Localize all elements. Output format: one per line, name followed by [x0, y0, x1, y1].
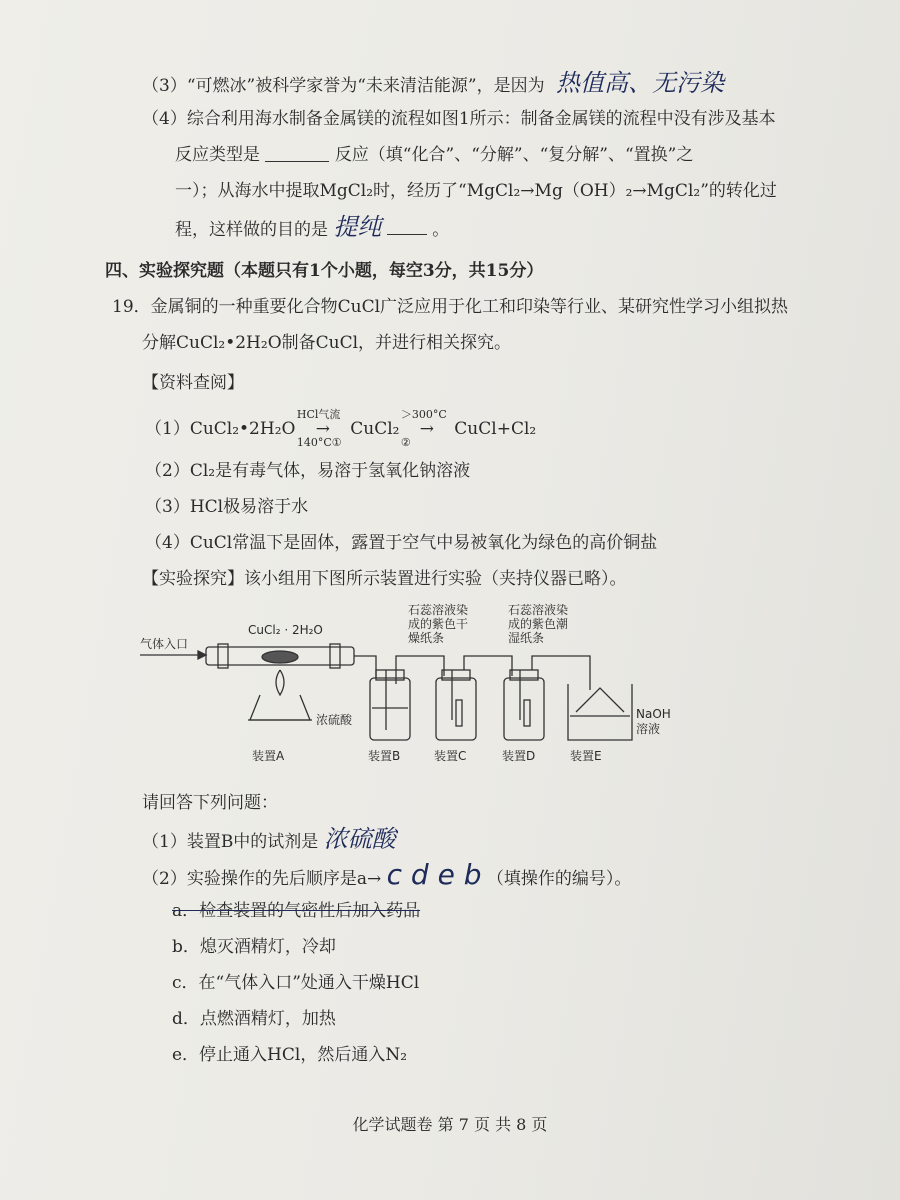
q4-line1: （4）综合利用海水制备金属镁的流程如图1所示：制备金属镁的流程中没有涉及基本: [142, 109, 776, 129]
q4-line3: 一）；从海水中提取MgCl₂时，经历了“MgCl₂→Mg（OH）₂→MgCl₂”的转化过: [175, 181, 777, 201]
r1-product: CuCl+Cl₂: [454, 419, 537, 439]
label-acid: 浓硫酸: [316, 713, 353, 727]
option-a: a．检查装置的气密性后加入药品: [172, 901, 421, 921]
q4-line4-end: 。: [432, 220, 450, 240]
q19-line1: 19．金属铜的一种重要化合物CuCl广泛应用于化工和印染等行业、某研究性学习小组拟热: [112, 297, 789, 317]
page-footer: 化学试题卷 第 7 页 共 8 页: [352, 1115, 548, 1134]
explore-intro: 【实验探究】该小组用下图所示装置进行实验（夹持仪器已略）。: [142, 569, 627, 589]
label-gas-inlet: 气体入口: [140, 637, 189, 651]
dry-paper-strip: [456, 700, 462, 726]
label-naoh-2: 溶液: [636, 722, 661, 736]
question-1: [142, 826, 396, 855]
label-sample: CuCl₂ · 2H₂O: [248, 623, 323, 637]
wet-paper-strip: [524, 700, 530, 726]
r1-arrow-1: → HCl气流 140°C①: [301, 416, 345, 442]
q4-line4-underline: [387, 218, 427, 235]
q19-line2: 分解CuCl₂•2H₂O制备CuCl，并进行相关探究。: [142, 333, 512, 353]
q4-line2: [175, 142, 693, 168]
question-1-text: （1）装置B中的试剂是: [142, 832, 319, 852]
inverted-funnel: [576, 688, 624, 712]
resource-header: 【资料查阅】: [142, 373, 244, 393]
questions-intro: 请回答下列问题：: [142, 793, 278, 813]
question-2-handwritten-answer: c d e b: [386, 858, 482, 891]
label-device-e: 装置E: [570, 749, 602, 763]
r1-arrow2-top: ＞300°C: [400, 408, 447, 421]
label-device-c: 装置C: [434, 749, 467, 763]
r1-arrow-2: → ＞300°C ②: [405, 416, 449, 442]
q4-line4: [175, 214, 449, 243]
q4-line2-b: 反应（填“化合”、“分解”、“复分解”、“置换”之: [334, 145, 694, 165]
question-2-text: （2）实验操作的先后顺序是a→: [142, 869, 382, 889]
r1-arrow2-bottom: ②: [400, 436, 411, 449]
label-c-2: 成的紫色干: [408, 617, 469, 631]
resource-4: （4）CuCl常温下是固体，露置于空气中易被氧化为绿色的高价铜盐: [145, 533, 658, 553]
question-2-suffix: （填操作的编号）。: [486, 869, 632, 889]
option-d: d．点燃酒精灯，加热: [172, 1009, 336, 1029]
q4-line4-a: 程，这样做的目的是: [175, 220, 328, 240]
option-b: b．熄灭酒精灯，冷却: [172, 937, 336, 957]
sample-heap: [262, 651, 298, 663]
label-device-a: 装置A: [252, 749, 285, 763]
label-d-2: 成的紫色潮: [508, 617, 569, 631]
pipe-d-e: [532, 656, 590, 690]
label-d-1: 石蕊溶液染: [508, 603, 569, 617]
q3-text: （3）“可燃冰”被科学家誉为“未来清洁能源”，是因为: [142, 76, 545, 96]
bottle-b: [370, 678, 410, 740]
beaker-e: [568, 684, 632, 740]
pipe-b-c: [396, 656, 444, 676]
inlet-arrowhead: [198, 651, 206, 659]
label-d-3: 湿纸条: [508, 631, 545, 645]
pipe-a-b: [354, 656, 376, 678]
q4-line2-a: 反应类型是: [175, 145, 260, 165]
label-naoh-1: NaOH: [636, 707, 671, 721]
option-c: c．在“气体入口”处通入干燥HCl: [172, 973, 420, 993]
apparatus-diagram: [140, 600, 680, 775]
question-1-handwritten-answer: 浓硫酸: [323, 825, 396, 853]
label-device-d: 装置D: [502, 749, 536, 763]
resource-2: （2）Cl₂是有毒气体，易溶于氢氧化钠溶液: [145, 461, 471, 481]
option-e: e．停止通入HCl，然后通入N₂: [172, 1045, 408, 1065]
resource-3: （3）HCl极易溶于水: [145, 497, 309, 517]
q3-handwritten-answer: 热值高、无污染: [556, 69, 724, 97]
r1-arrow1-bottom: 140°C①: [296, 436, 342, 449]
q3-line: [142, 70, 724, 99]
section4-title: 四、实验探究题（本题只有1个小题，每空3分，共15分）: [105, 261, 544, 281]
resource-1-equation: [145, 408, 537, 449]
label-c-1: 石蕊溶液染: [408, 603, 469, 617]
flame: [276, 670, 284, 695]
question-2: [142, 858, 632, 892]
burner-body: [250, 695, 310, 720]
r1-intermediate: CuCl₂: [350, 419, 400, 439]
q4-handwritten-answer: 提纯: [333, 213, 382, 241]
label-device-b: 装置B: [368, 749, 401, 763]
label-c-3: 燥纸条: [408, 631, 445, 645]
pipe-c-d: [464, 656, 512, 676]
q4-answer-blank: [265, 143, 329, 162]
r1-reactant: （1）CuCl₂•2H₂O: [145, 419, 296, 439]
r1-arrow1-top: HCl气流: [296, 408, 341, 421]
